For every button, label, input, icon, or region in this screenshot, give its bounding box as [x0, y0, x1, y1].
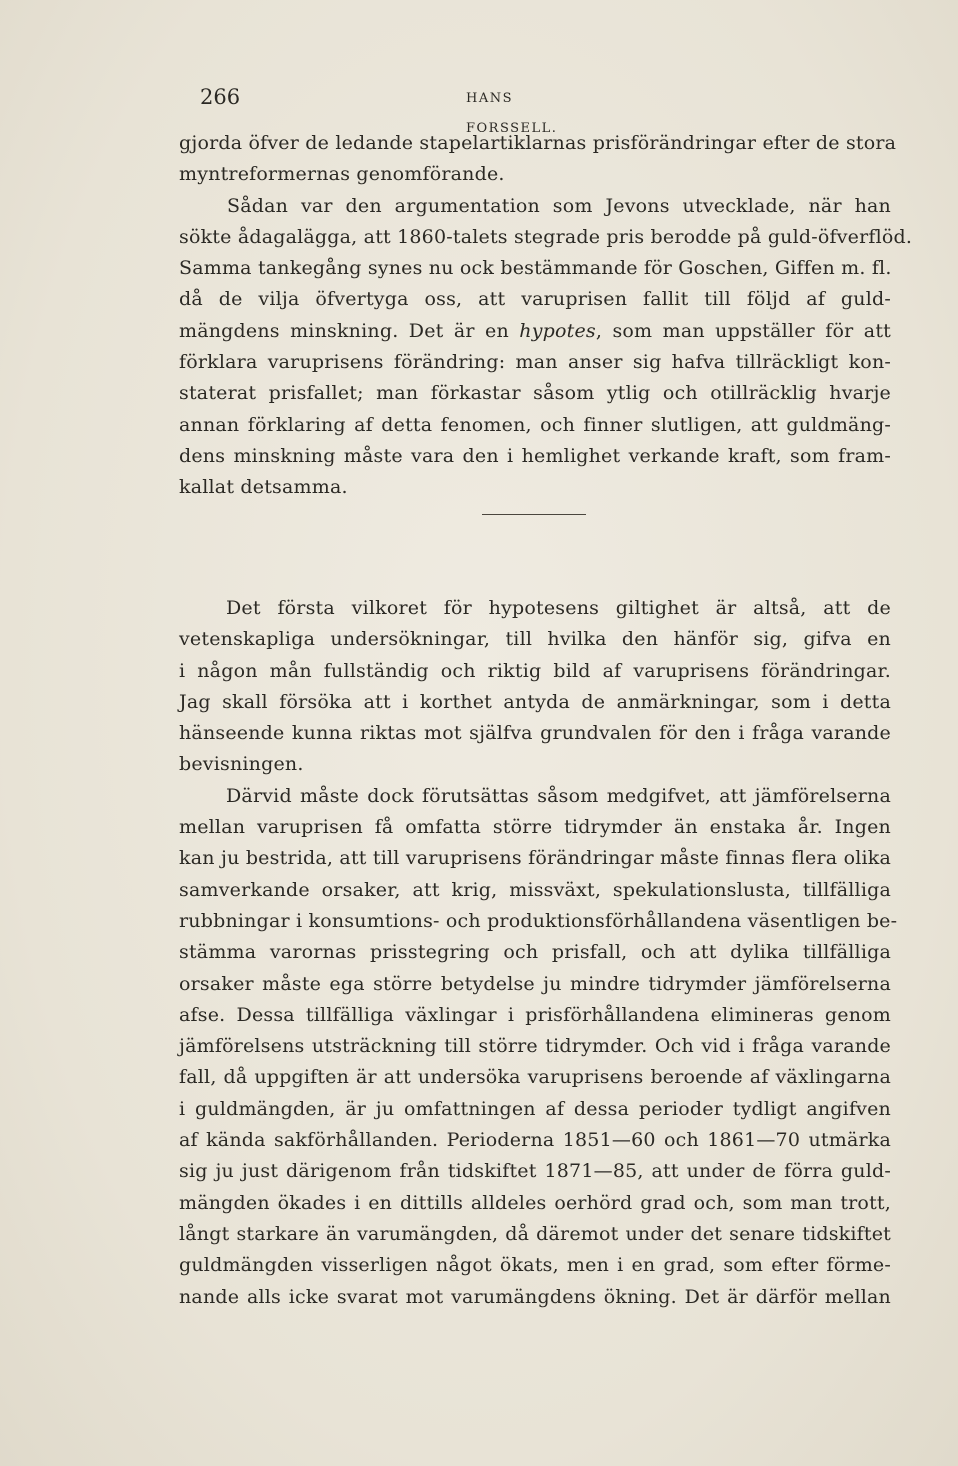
text-line: dens minskning måste vara den i hemlighet verkande kraft, som fram- — [179, 444, 891, 467]
text-line: af kända sakförhållanden. Perioderna 1851—60 och 1861—70 utmärka — [179, 1129, 891, 1152]
text-line: gjorda öfver de ledande stapelartiklarnas prisförändringar efter de stora — [179, 132, 897, 154]
italic-word: hypotes — [519, 319, 596, 342]
text-line: Därvid måste dock förutsättas såsom medgifvet, att jämförelserna — [226, 784, 891, 807]
paragraph-bottom — [179, 593, 898, 1313]
text-line: sig ju just därigenom från tidskiftet 1871—85, att under de förra guld- — [179, 1160, 891, 1183]
text-line: förklara varuprisens förändring: man anser sig hafva tillräckligt kon- — [179, 351, 891, 374]
text-line: då de vilja öfvertyga oss, att varuprisen fallit till följd af guld- — [179, 288, 891, 311]
text-line: fall, då uppgiften är att undersöka varuprisens beroende af växlingarna — [179, 1066, 891, 1089]
text-line-with-italic — [179, 316, 891, 347]
text-line: vetenskapliga undersökningar, till hvilka den hänför sig, gifva en — [179, 628, 891, 651]
text-line: Jag skall försöka att i korthet antyda de anmärkningar, som i detta — [179, 690, 891, 713]
text-line: nande alls icke svarat mot varumängdens ökning. Det är därför mellan — [179, 1285, 891, 1308]
text-line: guldmängden visserligen något ökats, men i en grad, som efter förme- — [179, 1254, 891, 1277]
running-head: HANS FORSSELL. — [466, 91, 558, 136]
text-segment: mängdens minskning. Det är en — [179, 319, 520, 342]
text-line: stämma varornas prisstegring och prisfall, och att dylika tillfälliga — [179, 941, 891, 964]
page-number: 266 — [200, 85, 241, 109]
text-line: i guldmängden, är ju omfattningen af dessa perioder tydligt angifven — [179, 1097, 891, 1120]
text-segment: , som man uppställer för att — [595, 319, 891, 342]
text-line: jämförelsens utsträckning till större tidrymder. Och vid i fråga varande — [179, 1035, 891, 1058]
text-line: sökte ådagalägga, att 1860-talets stegrade pris berodde på guld-öfverflöd. — [179, 225, 913, 248]
text-line: bevisningen. — [179, 753, 304, 776]
text-line: kan ju bestrida, att till varuprisens förändringar måste finnas flera olika — [179, 847, 891, 870]
text-line: Samma tankegång synes nu ock bestämmande för Goschen, Giffen m. fl. — [179, 257, 892, 280]
text-line: Sådan var den argumentation som Jevons utvecklade, när han — [227, 194, 891, 217]
text-line: afse. Dessa tillfälliga växlingar i prisförhållandena elimineras genom — [179, 1003, 891, 1026]
text-line: staterat prisfallet; man förkastar såsom ytlig och otillräcklig hvarje — [179, 382, 891, 405]
text-line: rubbningar i konsumtions- och produktionsförhållandena väsentligen be- — [179, 909, 898, 932]
paragraph-top — [179, 128, 913, 504]
text-line: i någon mån fullständig och riktig bild af varuprisens förändringar. — [179, 659, 891, 682]
text-line: hänseende kunna riktas mot själfva grundvalen för den i fråga varande — [179, 722, 891, 745]
text-line: annan förklaring af detta fenomen, och finner slutligen, att guldmäng- — [179, 413, 891, 436]
text-line: orsaker måste ega större betydelse ju mindre tidrymder jämförelserna — [179, 972, 891, 995]
text-line: mellan varuprisen få omfatta större tidrymder än enstaka år. Ingen — [179, 816, 891, 839]
text-line: samverkande orsaker, att krig, missväxt, spekulationslusta, tillfälliga — [179, 878, 891, 901]
page-header — [200, 82, 600, 136]
text-line: Det första vilkoret för hypotesens giltighet är altså, att de — [226, 597, 891, 619]
text-line: myntreformernas genomförande. — [179, 163, 505, 186]
text-line: långt starkare än varumängden, då däremot under det senare tidskiftet — [179, 1222, 891, 1245]
section-separator-rule — [482, 514, 586, 515]
text-line: kallat detsamma. — [179, 476, 348, 499]
text-line: mängden ökades i en dittills alldeles oerhörd grad och, som man trott, — [179, 1191, 891, 1214]
